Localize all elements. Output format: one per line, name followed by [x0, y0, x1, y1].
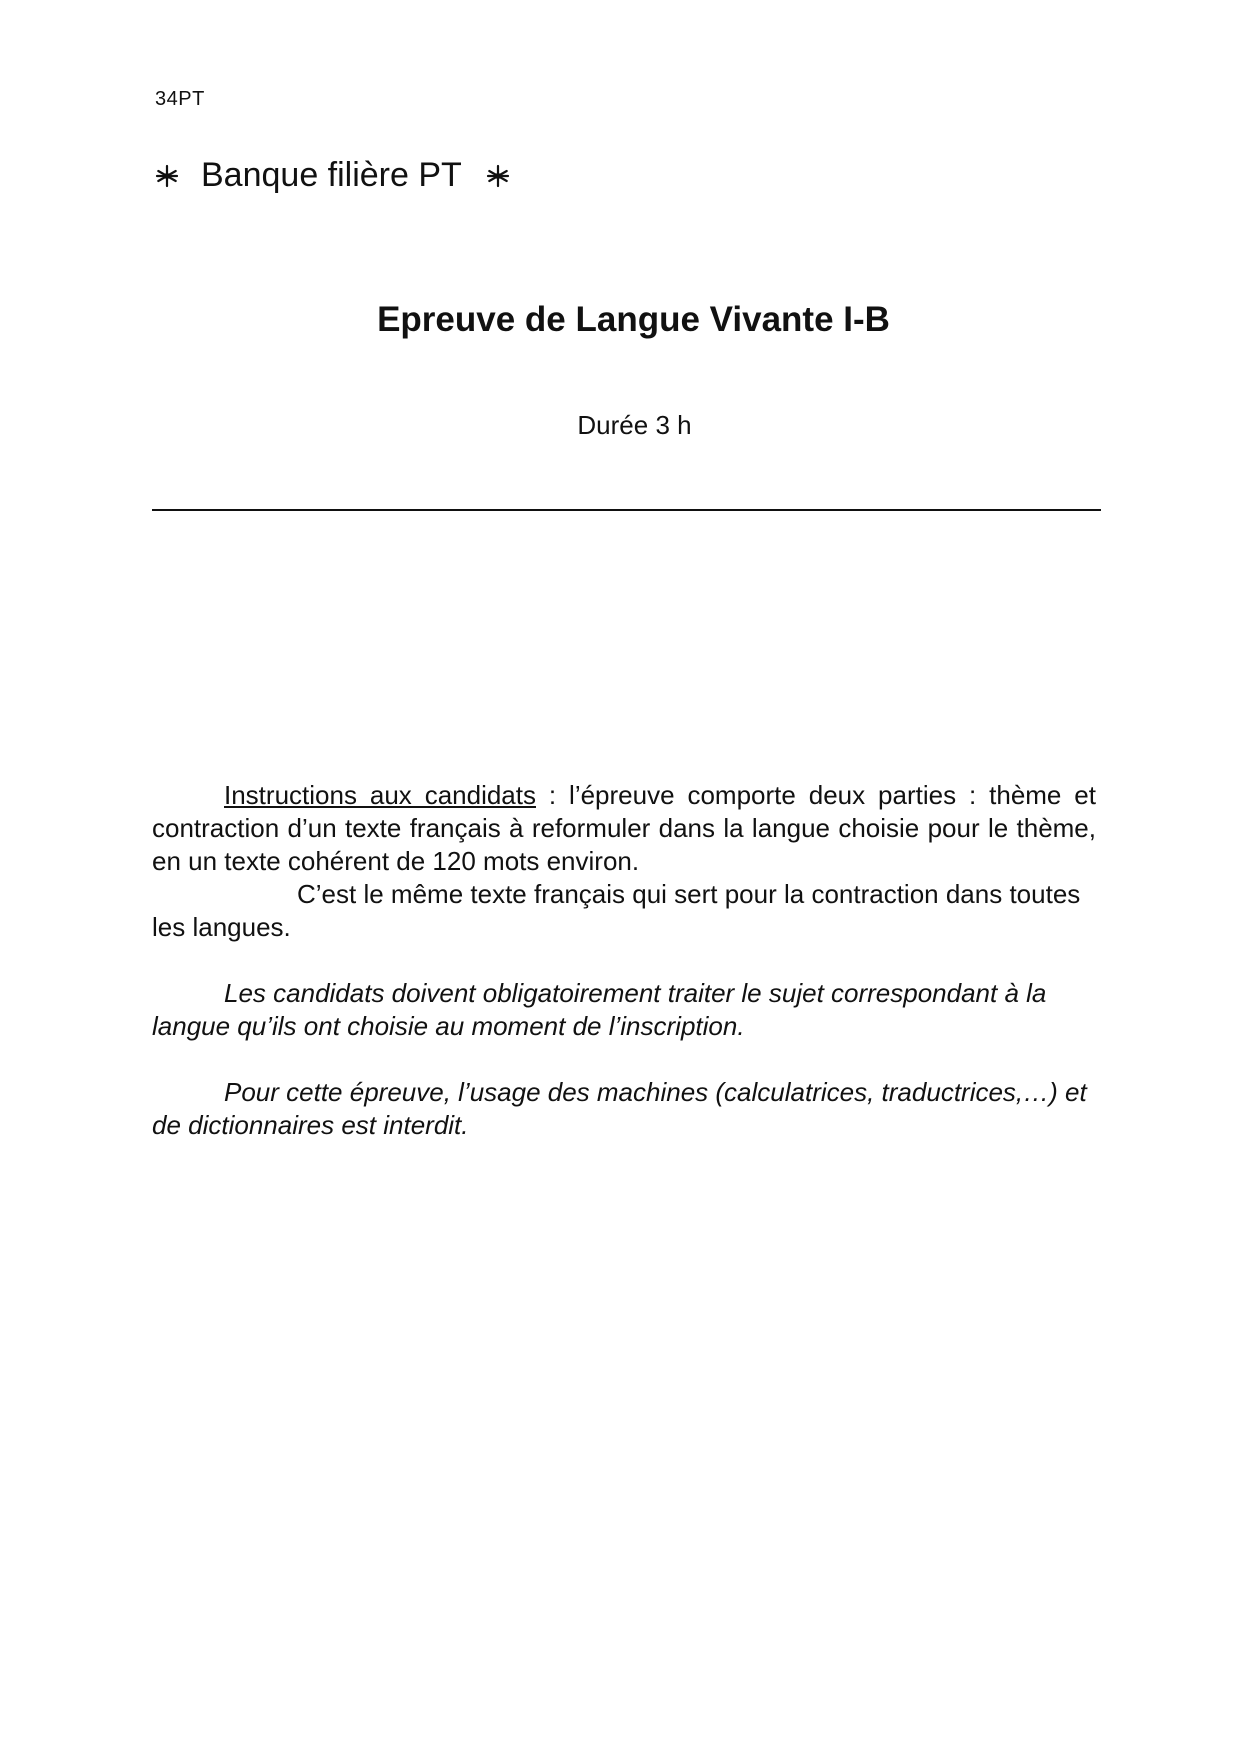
exam-duration: Durée 3 h [577, 410, 692, 440]
instructions-paragraph-3: Les candidats doivent obligatoirement traiter le sujet correspondant à la langue qu’ils ont choisie au moment de l’inscription. [152, 978, 1047, 1041]
instructions-paragraph-1 [152, 779, 1096, 878]
instructions-paragraph-2: C’est le même texte français qui sert pour la contraction dans toutes les langues. [152, 879, 1081, 942]
exam-title: Epreuve de Langue Vivante I-B [377, 300, 890, 339]
bank-title-line [155, 156, 510, 195]
instructions-text-1: : l’épreuve comporte deux parties : thème et contraction d’un texte français à reformuler dans la langue choisie pour le thème, en un texte cohérent de 120 mots environ. [152, 780, 1096, 876]
bank-title: Banque filière PT [201, 156, 462, 194]
instructions-paragraph-4: Pour cette épreuve, l’usage des machines (calculatrices, traductrices,…) et de dictionnaires est interdit. [152, 1077, 1087, 1140]
snowflake-icon [486, 164, 510, 188]
snowflake-icon [155, 164, 179, 188]
page-code: 34PT [155, 88, 205, 110]
instructions-label: Instructions aux candidats [224, 780, 536, 810]
divider [152, 509, 1101, 511]
instructions-block [152, 779, 1096, 1142]
